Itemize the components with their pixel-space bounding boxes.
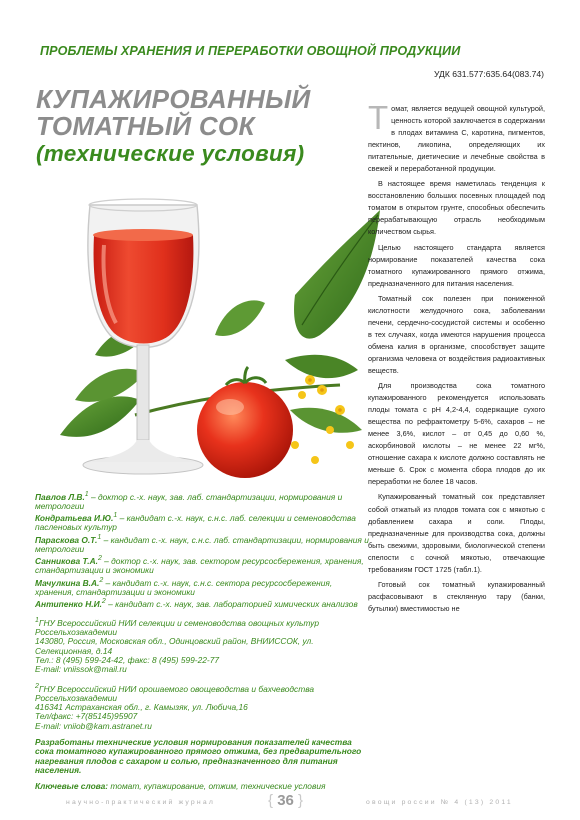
article-title — [36, 86, 366, 167]
authors-block — [35, 490, 371, 791]
keywords-text: томат, купажирование, отжим, технические условия — [108, 781, 326, 792]
affiliation-1 — [35, 616, 371, 675]
author-role: – доктор с.-х. наук, зав. лаб. стандартизации, нормирования и метрологии — [35, 491, 343, 512]
paragraph-text: омат, является ведущей овощной культурой, ценность которой заключается в содержании в плодах витамина С, каротина, пигментов, пектинов, ликопина, определяющих их питательные, диетические и лечебные свойства в свежей и переработанной продукции. — [368, 104, 545, 174]
article-body — [368, 99, 545, 618]
paragraph: Для производства сока томатного купажированного рекомендуется использовать плоды томата с рН 4,2-4,4, содержащие сухого вещества по рефрактометру 5-6%, сахаров – не менее 3,6%, кислот – от 0,45 до 0,60 %, аскорбиновой кислоты – не менее 22 мг%, отношение сахара к кислоте должно составлять не меньше 6. Срок с момента сбора плодов до их переработки не более 18 часов. — [368, 381, 545, 487]
author-affiliation: 2 — [99, 576, 104, 584]
author-role: – кандидат с.-х. наук, с.н.с. сектора ресурсосбережения, хранения, стандартизации и экономики — [35, 577, 333, 597]
title-subtitle: (технические условия) — [36, 141, 305, 166]
author-affiliation: 2 — [101, 597, 106, 605]
author-role: – кандидат с.-х. наук, зав. лабораторией химических анализов — [105, 598, 358, 609]
affiliation-address: 143080, Россия, Московская обл., Одинцовский район, ВНИИССОК, ул. Селекционная, д.14 — [35, 636, 314, 656]
page-number: { 36 } — [268, 792, 304, 809]
title-line-2: ТОМАТНЫЙ СОК — [36, 111, 255, 141]
affiliation-name: ГНУ Всероссийский НИИ орошаемого овощеводства и бахчеводства Россельхозакадемии — [35, 683, 315, 703]
paragraph: Готовый сок томатный купажированный расфасовывают в стеклянную тару (банки, бутылки) вместимостью не — [368, 579, 545, 613]
affiliation-address: 416341 Астраханская обл., г. Камызяк, ул. Любича,16 — [35, 702, 248, 713]
author-affiliation: 2 — [97, 555, 102, 563]
footer-issue: овощи россии № 4 (13) 2011 — [366, 799, 513, 806]
author-entry — [35, 490, 371, 511]
affiliation-phone: Тел.: 8 (495) 599-24-42, факс: 8 (495) 599-22-77 — [35, 655, 220, 666]
author-role: – доктор с.-х. наук, зав. сектором ресурсосбережения, хранения, стандартизации и экономики — [35, 555, 364, 576]
affiliation-number: 2 — [35, 682, 39, 690]
udk-code: УДК 631.577:635.64(083.74) — [433, 69, 544, 79]
author-entry — [35, 554, 371, 575]
author-entry — [35, 576, 371, 597]
author-affiliation: 1 — [113, 512, 118, 520]
author-name: Кондратьева И.Ю. — [35, 513, 114, 524]
affiliation-email: E-mail: vniiob@kam.astranet.ru — [35, 720, 152, 731]
author-name: Мачулкина В.А. — [35, 577, 100, 588]
affiliation-2 — [35, 682, 371, 731]
author-name: Санникова Т.А. — [35, 555, 98, 566]
page-number-value: 36 — [277, 792, 294, 809]
footer-journal: научно-практический журнал — [66, 799, 215, 806]
page-footer — [0, 792, 580, 816]
paragraph — [368, 99, 545, 175]
paragraph: Томатный сок полезен при пониженной кислотности желудочного сока, заболевании печени, сердечно-сосудистой системы и особенно в тех случаях, когда имеются нарушения процесса обмена калия в организме, способствует защите организма человека от воздействия радиоактивных веществ. — [368, 293, 545, 375]
abstract: Разработаны технические условия нормирования показателей качества сока томатного купажированного прямого отжима, без предварительного нагревания плодов с сахаром и солью, предназначенного для питания населения. — [35, 736, 362, 775]
author-role: – кандидат с.-х. наук, с.н.с. лаб. стандартизации, нормирования и метрологии — [35, 534, 369, 554]
author-affiliation: 1 — [97, 533, 102, 541]
paragraph: В настоящее время наметилась тенденция к восстановлению больших посевных площадей под томатом в открытом грунте, способных обеспечить перерабатывающую отрасль необходимым количеством сырья. — [368, 179, 545, 237]
author-affiliation: 1 — [84, 491, 89, 498]
affiliation-name: ГНУ Всероссийский НИИ селекции и семеноводства овощных культур Россельхозакадемии — [35, 617, 320, 638]
drop-cap: Т — [368, 99, 389, 136]
title-line-1: КУПАЖИРОВАННЫЙ — [36, 84, 311, 114]
author-entry — [35, 533, 371, 554]
author-name: Антипенко Н.И. — [35, 598, 102, 609]
affiliation-email: E-mail: vniissok@mail.ru — [35, 664, 127, 675]
author-entry — [35, 511, 371, 532]
affiliation-number: 1 — [35, 617, 39, 625]
author-entry — [35, 597, 371, 609]
author-role: – кандидат с.-х. наук, с.н.с. лаб. селекции и семеноводства пасленовых культур — [35, 513, 356, 533]
tomato-juice-illustration — [40, 185, 380, 490]
keywords-label: Ключевые слова: — [35, 781, 109, 792]
author-name: Павлов Л.В. — [35, 491, 85, 502]
section-header: ПРОБЛЕМЫ ХРАНЕНИЯ И ПЕРЕРАБОТКИ ОВОЩНОЙ ПРОДУКЦИИ — [40, 44, 461, 58]
affiliation-phone: Тел/факс: +7(85145)95907 — [35, 711, 138, 722]
paragraph: Купажированный томатный сок представляет собой отжатый из плодов томата сок с мякотью с добавлением сахара и соли. Плоды, предназначенные для производства сока, должны быть свежими, здоровыми, биологической степени спелости с сочной мякотью, отвечающие требованиям ГОСТ 1725 (табл.1). — [368, 492, 545, 574]
keywords — [35, 782, 371, 791]
author-name: Парaскова О.Т. — [35, 534, 98, 545]
paragraph: Целью настоящего стандарта является нормирование показателей качества сока томатного купажированного прямого отжима, предназначенного для питания населения. — [368, 242, 545, 288]
